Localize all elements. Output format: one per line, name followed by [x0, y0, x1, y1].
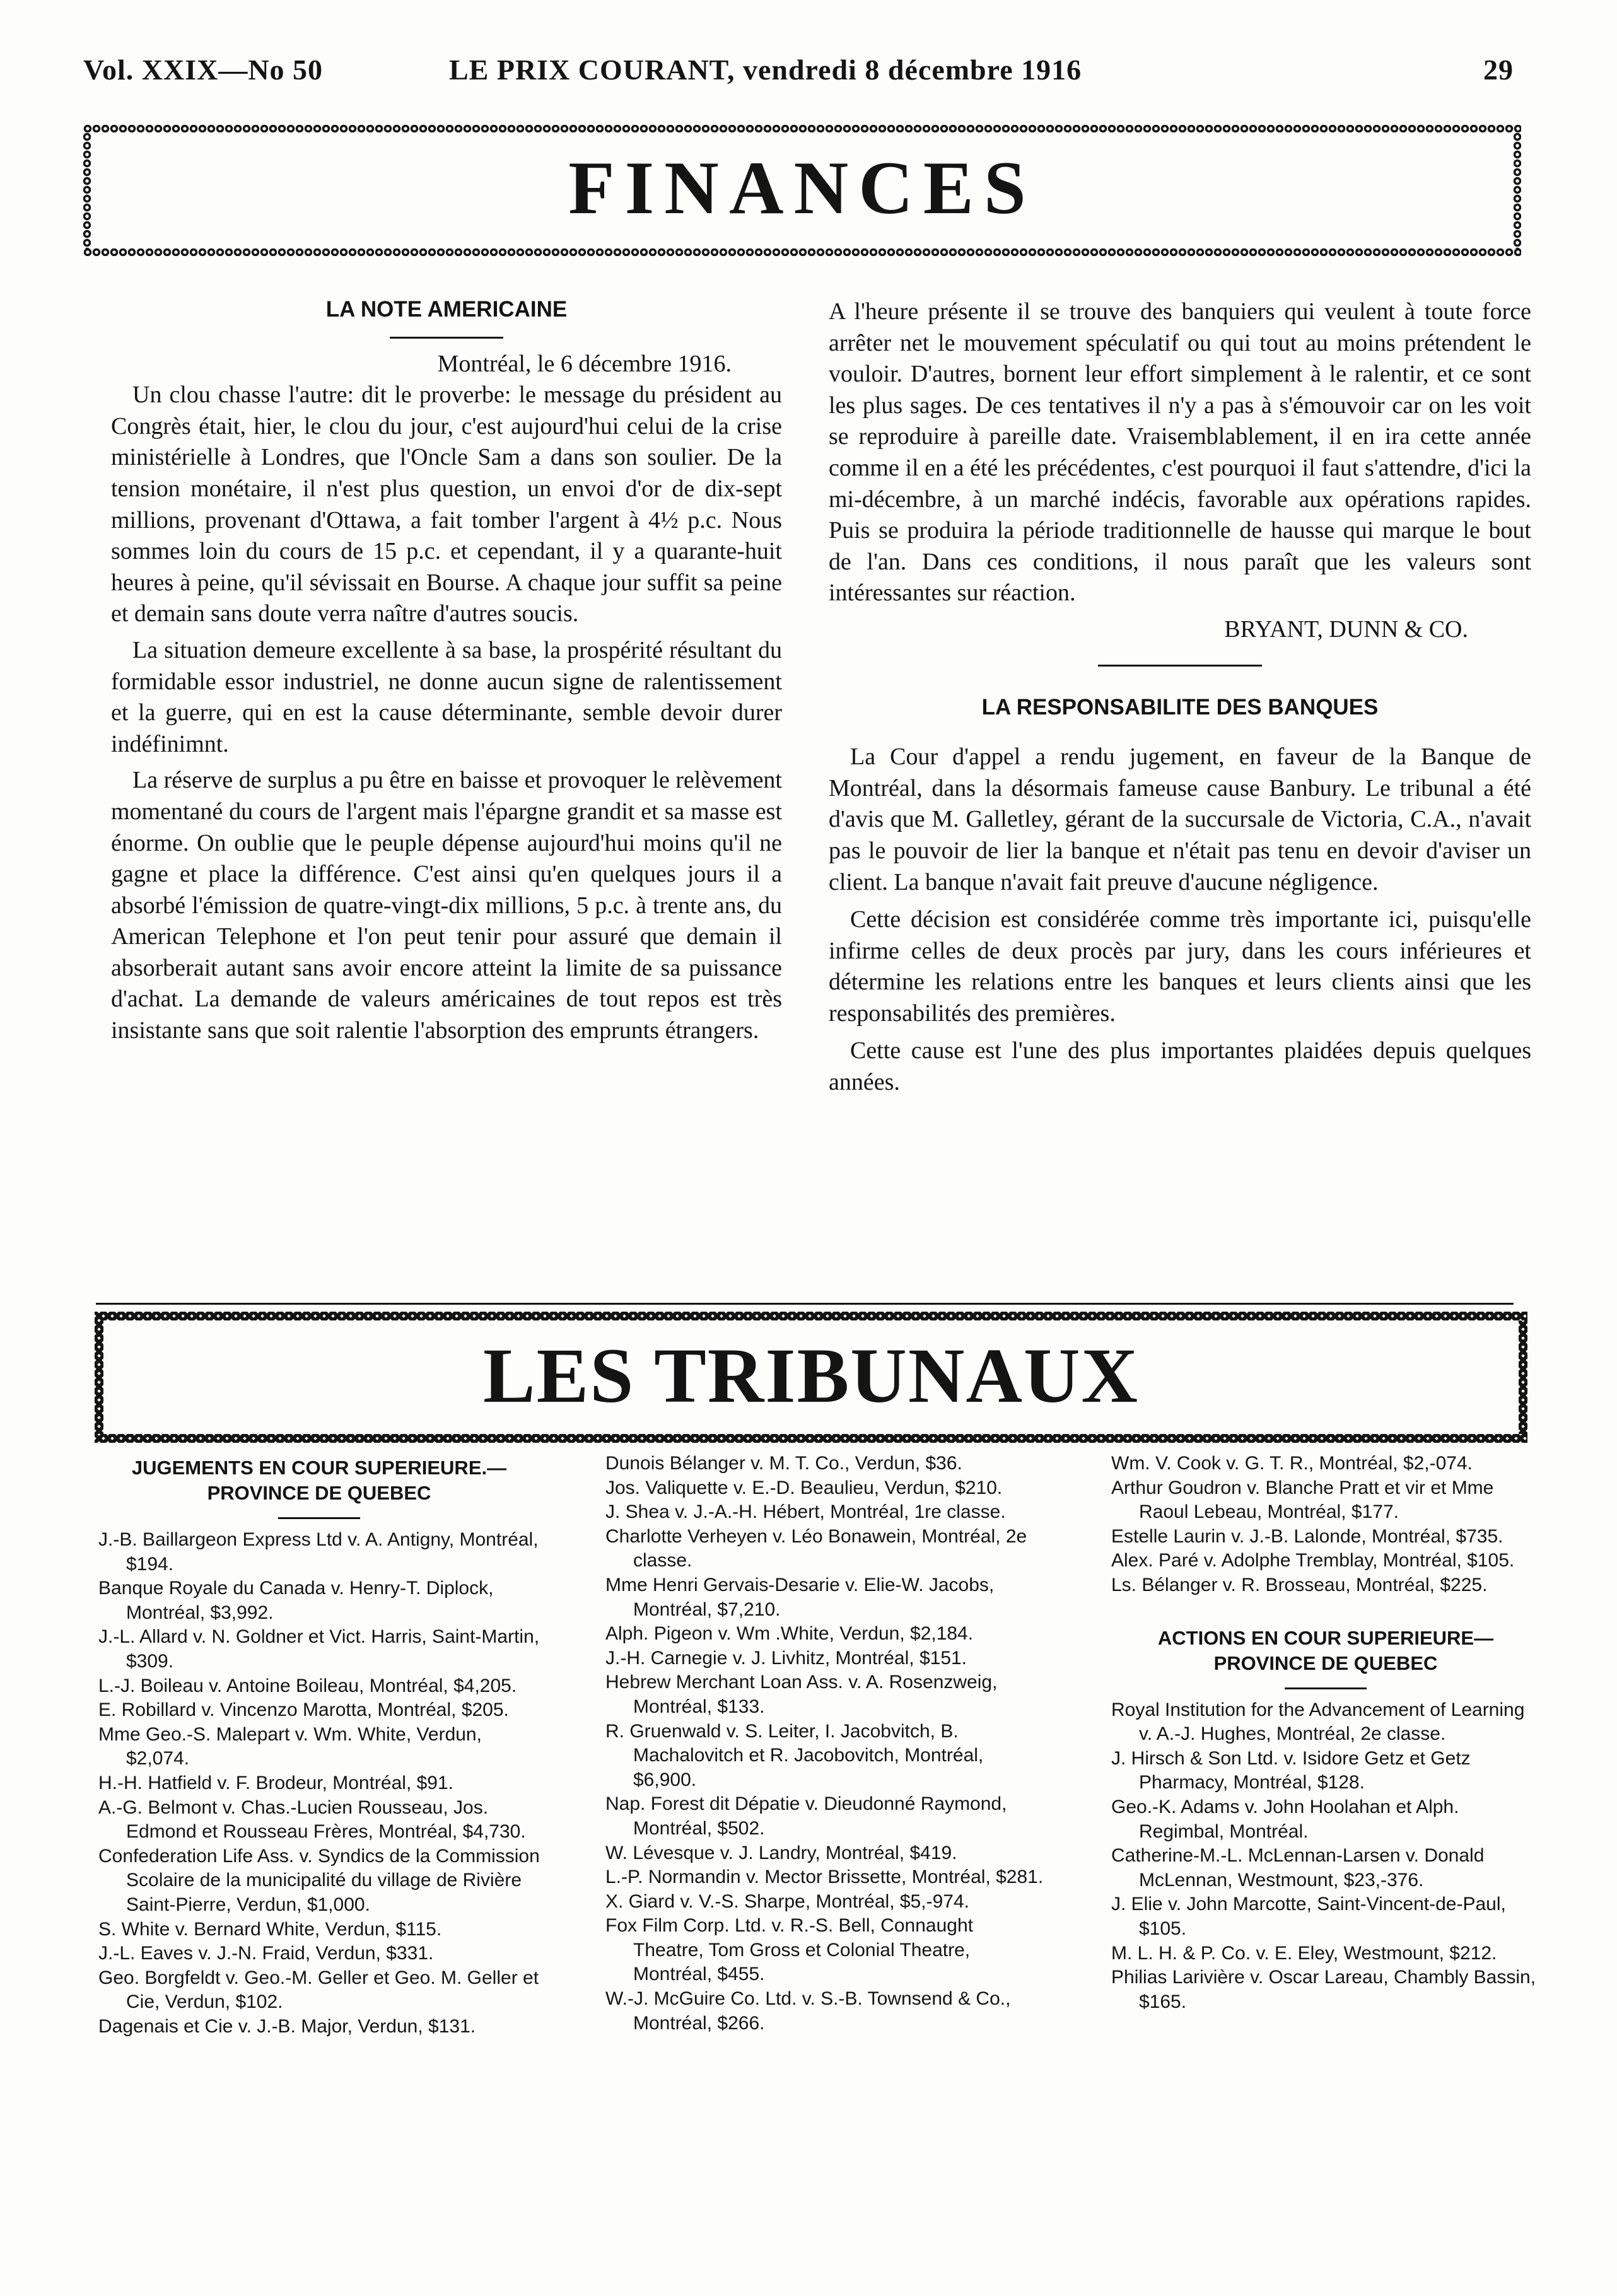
list-item: W.-J. McGuire Co. Ltd. v. S.-B. Townsend & Co., Montréal, $266.	[605, 1988, 1011, 2034]
list-item: J.-H. Carnegie v. J. Livhitz, Montréal, $151.	[605, 1647, 967, 1669]
list-item: L.-J. Boileau v. Antoine Boileau, Montréal, $4,205.	[98, 1675, 517, 1696]
list-item: J. Elie v. John Marcotte, Saint-Vincent-de-Paul, $105.	[1111, 1894, 1506, 1939]
title-rule	[390, 337, 503, 339]
heading-rule	[1285, 1687, 1367, 1689]
list-item: M. L. H. & P. Co. v. E. Eley, Westmount, $212.	[1111, 1942, 1497, 1964]
list-item: J.-L. Allard v. N. Goldner et Vict. Harris, Saint-Martin, $309.	[98, 1626, 540, 1672]
list-item: Fox Film Corp. Ltd. v. R.-S. Bell, Connaught Theatre, Tom Gross et Colonial Theatre, Montréal, $455.	[605, 1915, 973, 1985]
list-item: Estelle Laurin v. J.-B. Lalonde, Montréal, $735.	[1111, 1525, 1503, 1547]
list-item: Ls. Bélanger v. R. Brosseau, Montréal, $225.	[1111, 1574, 1488, 1595]
banner-border-left	[95, 1320, 103, 1434]
list-item: W. Lévesque v. J. Landry, Montréal, $419.	[605, 1842, 957, 1863]
list-item: Geo. Borgfeldt v. Geo.-M. Geller et Geo. M. Geller et Cie, Verdun, $102.	[98, 1967, 539, 2013]
paragraph: La situation demeure excellente à sa base, la prospérité résultant du formidable essor industriel, ne donne aucun signe de ralentissement et la guerre, qui en est la cause déterminante, semble devoir durer indéfinimnt.	[111, 636, 782, 757]
paragraph: Cette cause est l'une des plus importantes plaidées depuis quelques années.	[829, 1037, 1531, 1096]
paragraph: La Cour d'appel a rendu jugement, en faveur de la Banque de Montréal, dans la désormais fameuse cause Banbury. Le tribunal a été d'avis que M. Galletley, gérant de la succursale de Victoria, C.A., n'avait pas le pouvoir de lier la banque et n'était pas tenu en devoir d'aviser un client. La banque n'avait fait preuve d'aucune négligence.	[829, 743, 1531, 895]
section-divider	[96, 1303, 1514, 1305]
dateline: Montréal, le 6 décembre 1916.	[437, 350, 732, 377]
banner-border-top	[83, 125, 1521, 132]
banner-border-bottom	[83, 248, 1521, 256]
list-item: Arthur Goudron v. Blanche Pratt et vir et Mme Raoul Lebeau, Montréal, $177.	[1111, 1477, 1494, 1523]
list-item: Jos. Valiquette v. E.-D. Beaulieu, Verdun, $210.	[605, 1477, 1003, 1498]
list-item: R. Gruenwald v. S. Leiter, I. Jacobvitch, B. Machalovitch et R. Jacobovitch, Montréal, $6,900.	[605, 1720, 984, 1790]
list-item: Alex. Paré v. Adolphe Tremblay, Montréal, $105.	[1111, 1550, 1515, 1571]
list-item: J.-L. Eaves v. J.-N. Fraid, Verdun, $331.	[98, 1943, 434, 1964]
banner-border-top	[95, 1312, 1527, 1320]
list-item: Hebrew Merchant Loan Ass. v. A. Rosenzweig, Montréal, $133.	[605, 1672, 998, 1717]
list-item: Philias Larivière v. Oscar Lareau, Chambly Bassin, $165.	[1111, 1967, 1536, 2012]
list-item: Nap. Forest dit Dépatie v. Dieudonné Raymond, Montréal, $502.	[605, 1793, 1007, 1839]
banner-border-right	[1519, 1320, 1527, 1434]
list-item: Dagenais et Cie v. J.-B. Major, Verdun, $131.	[98, 2015, 476, 2037]
list-item: A.-G. Belmont v. Chas.-Lucien Rousseau, Jos. Edmond et Rousseau Frères, Montréal, $4,730.	[98, 1797, 526, 1843]
paragraph: La réserve de surplus a pu être en baisse et provoquer le relèvement momentané du cours de l'argent mais l'épargne grandit et sa masse est énorme. On oublie que le peuple dépense aujourd'hui moins qu'il ne gagne et place la différence. C'est ainsi qu'en quelques jours il a absorbé l'émission de quatre-vingt-dix millions, 5 p.c. à trente ans, du American Telephone et l'on peut tenir pour assuré que demain il absorberait autant sans avoir encore atteint la limite de sa puissance d'achat. La demande de valeurs américaines de tout repos est très insistante sans que soit ralentie l'absorption des emprunts étrangers.	[111, 767, 782, 1044]
list-item: Catherine-M.-L. McLennan-Larsen v. Donald McLennan, Westmount, $23,-376.	[1111, 1845, 1485, 1891]
list-item: E. Robillard v. Vincenzo Marotta, Montréal, $205.	[98, 1699, 509, 1721]
finances-title: FINANCES	[568, 146, 1036, 230]
volume-number: Vol. XXIX—No 50	[83, 54, 324, 86]
paragraph-continued: A l'heure présente il se trouve des banquiers qui veulent à toute force arrêter net le mouvement spéculatif ou qui tout au moins prétendent le vouloir. D'autres, bornent leur effort simplement à le ralentir, et ce sont les plus sages. De ces tentatives il n'y a pas à s'émouvoir car on les voit se reproduire à pareille date. Vraisemblablement, il en ira cette année comme il en a été les précédentes, c'est pourquoi il faut s'attendre, d'ici la mi-décembre, à un marché indécis, favorable aux opérations rapides. Puis se produira la période traditionnelle de hausse qui marque le bout de l'an. Dans ces conditions, il nous paraît que les valeurs sont intéressantes sur réaction.	[829, 298, 1531, 607]
banner-border-right	[1514, 132, 1521, 248]
paragraph: Cette décision est considérée comme très importante ici, puisqu'elle infirme celles de deux procès par jury, dans les cours inférieures et détermine les relations entre les banques et leurs clients ainsi que les responsabilités des premières.	[829, 906, 1531, 1027]
tribunaux-column-1	[98, 1455, 540, 2039]
heading-jugements: JUGEMENTS EN COUR SUPERIEURE.—PROVINCE DE QUEBEC	[131, 1457, 507, 1504]
signature: BRYANT, DUNN & CO.	[1224, 615, 1468, 643]
list-item: Mme Henri Gervais-Desarie v. Elie-W. Jacobs, Montréal, $7,210.	[605, 1574, 995, 1620]
banner-border-left	[83, 132, 91, 248]
publication-line: LE PRIX COURANT, vendredi 8 décembre 1916	[449, 54, 1082, 86]
list-item: Confederation Life Ass. v. Syndics de la Commission Scolaire de la municipalité du village de Rivière Saint-Pierre, Verdun, $1,000.	[98, 1845, 540, 1915]
page-number: 29	[1483, 54, 1514, 86]
finances-column-right	[829, 296, 1531, 1098]
list-item: Charlotte Verheyen v. Léo Bonawein, Montréal, 2e classe.	[605, 1525, 1027, 1571]
heading-actions: ACTIONS EN COUR SUPERIEURE—PROVINCE DE QUEBEC	[1157, 1626, 1494, 1674]
list-item: Mme Geo.-S. Malepart v. Wm. White, Verdun, $2,074.	[98, 1723, 482, 1769]
list-item: H.-H. Hatfield v. F. Brodeur, Montréal, $91.	[98, 1772, 454, 1793]
list-item: Royal Institution for the Advancement of Learning v. A.-J. Hughes, Montréal, 2e classe.	[1111, 1699, 1525, 1745]
list-item: Geo.-K. Adams v. John Hoolahan et Alph. Regimbal, Montréal.	[1111, 1796, 1459, 1842]
list-item: Dunois Bélanger v. M. T. Co., Verdun, $36.	[605, 1453, 962, 1474]
list-item: Alph. Pigeon v. Wm .White, Verdun, $2,184.	[605, 1623, 974, 1645]
article-title-note-americaine: LA NOTE AMERICAINE	[325, 297, 568, 322]
tribunaux-column-2	[605, 1452, 1047, 2036]
list-item: S. White v. Bernard White, Verdun, $115.	[98, 1918, 442, 1940]
list-item: L.-P. Normandin v. Mector Brissette, Montréal, $281.	[605, 1867, 1044, 1888]
article-title-responsabilite: LA RESPONSABILITE DES BANQUES	[981, 694, 1379, 720]
tribunaux-title: LES TRIBUNAUX	[482, 1332, 1140, 1419]
list-item: X. Giard v. V.-S. Sharpe, Montréal, $5,-974.	[605, 1891, 969, 1912]
list-item: Banque Royale du Canada v. Henry-T. Diplock, Montréal, $3,992.	[98, 1578, 494, 1623]
heading-rule	[278, 1517, 360, 1519]
list-item: J. Hirsch & Son Ltd. v. Isidore Getz et Getz Pharmacy, Montréal, $128.	[1111, 1747, 1471, 1793]
list-item: J.-B. Baillargeon Express Ltd v. A. Antigny, Montréal, $194.	[98, 1529, 539, 1575]
list-item: J. Shea v. J.-A.-H. Hébert, Montréal, 1re classe.	[605, 1501, 1006, 1523]
section-rule	[1098, 665, 1262, 667]
finances-column-left	[111, 294, 782, 1047]
banner-border-bottom	[95, 1434, 1527, 1443]
paragraph: Un clou chasse l'autre: dit le proverbe: le message du président au Congrès était, hier, le clou du jour, c'est aujourd'hui celui de la crise ministérielle à Londres, que l'Oncle Sam a dans son soulier. De la tension monétaire, il n'est plus question, un envoi d'or de dix-sept millions, provenant d'Ottawa, a fait tomber l'argent à 4½ p.c. Nous sommes loin du cours de 15 p.c. et cependant, il y a quarante-huit heures à peine, qu'il sévissait en Bourse. A chaque jour suffit sa peine et demain sans doute verra naître d'autres soucis.	[111, 382, 782, 627]
list-item: Wm. V. Cook v. G. T. R., Montréal, $2,-074.	[1111, 1453, 1473, 1474]
tribunaux-column-3	[1111, 1452, 1540, 2014]
